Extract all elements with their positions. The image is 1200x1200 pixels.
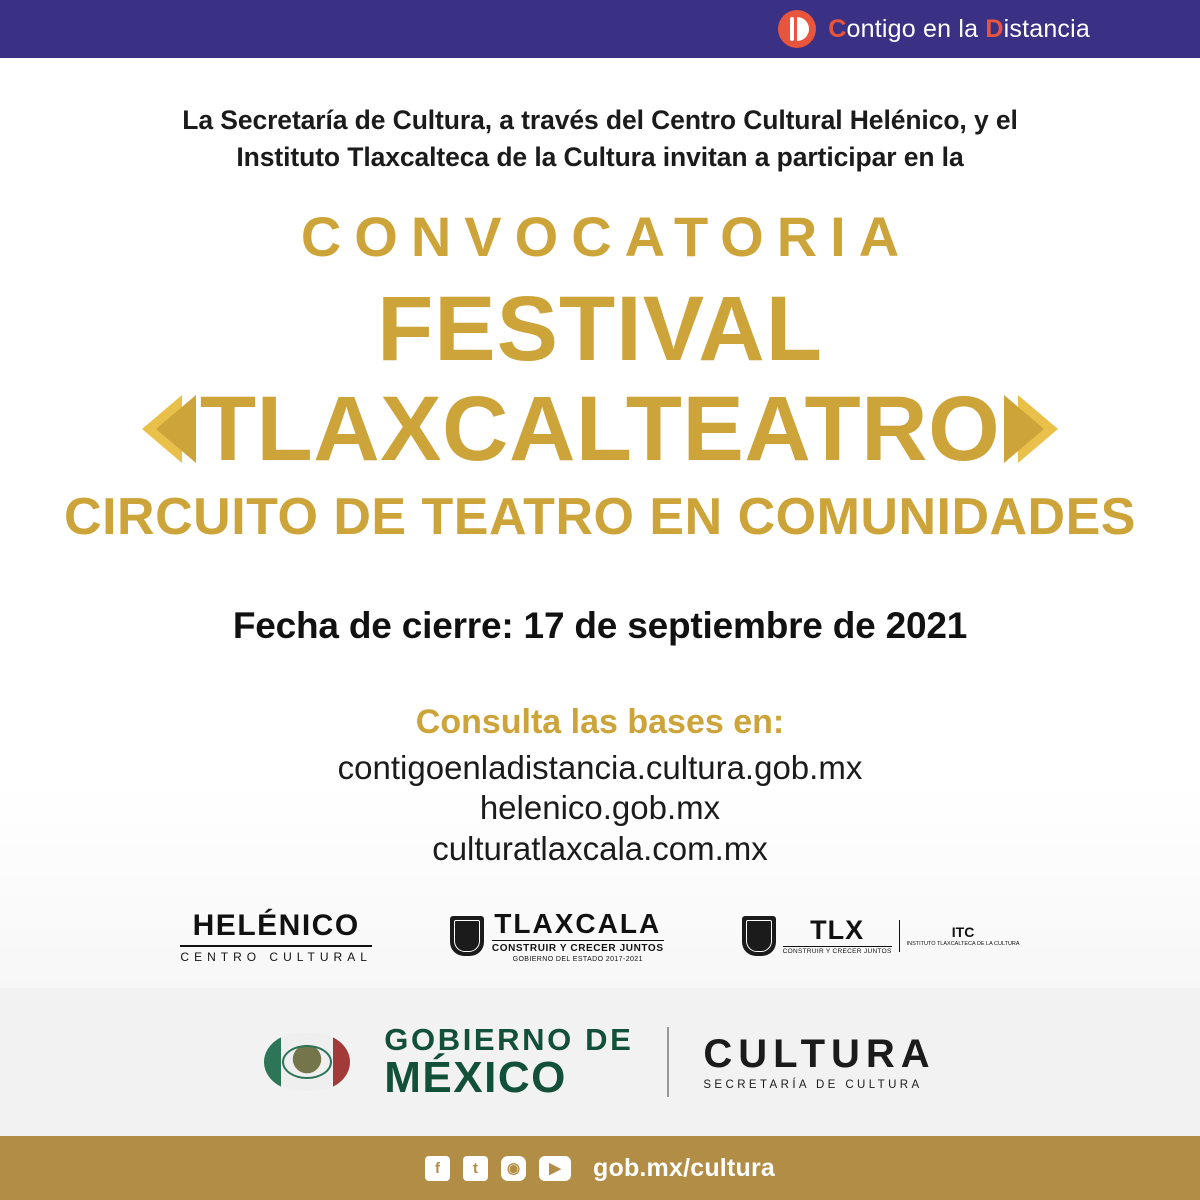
link-helenico[interactable]: helenico.gob.mx bbox=[479, 789, 721, 827]
social-icons bbox=[425, 1156, 571, 1181]
helenico-subtitle: CENTRO CULTURAL bbox=[180, 945, 371, 964]
government-band bbox=[0, 988, 1200, 1136]
itc-name: ITC bbox=[951, 923, 975, 940]
footer-bar bbox=[0, 1136, 1200, 1200]
tlaxcala-logo bbox=[450, 907, 664, 963]
contigo-mark-icon bbox=[778, 10, 816, 48]
contigo-brand-d: D bbox=[985, 14, 1004, 43]
tlx-crest-icon bbox=[742, 916, 776, 956]
cultura-logo bbox=[703, 1033, 935, 1091]
poster-body bbox=[0, 58, 1200, 988]
subtitle-circuito: CIRCUITO DE TEATRO EN COMUNIDADES bbox=[64, 488, 1136, 547]
helenico-name: HELÉNICO bbox=[192, 908, 360, 942]
intro-text bbox=[150, 102, 1050, 175]
kicker-convocatoria: CONVOCATORIA bbox=[300, 205, 913, 269]
intro-line-1: La Secretaría de Cultura, a través del Centro Cultural Helénico, y el bbox=[182, 105, 1018, 135]
arrow-left-icon bbox=[142, 395, 182, 463]
helenico-logo bbox=[180, 909, 371, 964]
itc-divider bbox=[899, 920, 900, 952]
gobierno-line-2: MÉXICO bbox=[384, 1053, 567, 1103]
partner-logos bbox=[0, 909, 1200, 964]
tlaxcala-text-block bbox=[491, 907, 664, 963]
intro-line-2: Instituto Tlaxcalteca de la Cultura invitan a participar en la bbox=[236, 141, 964, 172]
title-festival: FESTIVAL bbox=[377, 278, 823, 381]
arrow-right-icon bbox=[1018, 395, 1058, 463]
government-divider bbox=[667, 1027, 669, 1097]
link-culturatlaxcala[interactable]: culturatlaxcala.com.mx bbox=[432, 829, 768, 867]
deadline-text: Fecha de cierre: 17 de septiembre de 2021 bbox=[232, 605, 968, 647]
tlx-text-block bbox=[783, 917, 892, 955]
footer-url[interactable]: gob.mx/cultura bbox=[593, 1153, 775, 1182]
contigo-en-la-distancia-logo bbox=[778, 10, 1090, 48]
itc-subtitle: INSTITUTO TLAXCALTECA DE LA CULTURA bbox=[906, 940, 1020, 947]
mexican-coat-of-arms-icon bbox=[264, 1033, 350, 1091]
gobierno-de-mexico-logo bbox=[384, 1023, 633, 1101]
cultura-name: CULTURA bbox=[703, 1032, 936, 1076]
instagram-icon[interactable]: ◉ bbox=[501, 1156, 526, 1181]
twitter-icon[interactable]: t bbox=[463, 1156, 488, 1181]
itc-logo bbox=[742, 916, 1020, 956]
gobierno-line-1: GOBIERNO DE bbox=[384, 1021, 634, 1057]
contigo-brand-text-2: istancia bbox=[1003, 14, 1090, 43]
links-list bbox=[0, 748, 1200, 869]
tlaxcala-subtitle: CONSTRUIR Y CRECER JUNTOS bbox=[492, 940, 664, 954]
title-row bbox=[0, 378, 1200, 481]
tlx-name: TLX bbox=[810, 915, 865, 946]
itc-text-block bbox=[907, 925, 1020, 948]
tlaxcala-name: TLAXCALA bbox=[494, 907, 662, 939]
tlx-subtitle: CONSTRUIR Y CRECER JUNTOS bbox=[782, 948, 892, 956]
cultura-subtitle: SECRETARÍA DE CULTURA bbox=[703, 1079, 923, 1091]
contigo-logo-text bbox=[828, 15, 1090, 44]
title-tlaxcalteatro: TLAXCALTEATRO bbox=[199, 378, 1001, 481]
tlaxcala-crest-icon bbox=[450, 916, 484, 956]
facebook-icon[interactable]: f bbox=[425, 1156, 450, 1181]
contigo-brand-c: C bbox=[828, 14, 847, 43]
consult-label: Consulta las bases en: bbox=[415, 703, 785, 742]
link-contigoenladistancia[interactable]: contigoenladistancia.cultura.gob.mx bbox=[337, 749, 863, 787]
tlaxcala-period: GOBIERNO DEL ESTADO 2017-2021 bbox=[512, 955, 643, 963]
youtube-icon[interactable]: ▶ bbox=[539, 1156, 571, 1181]
contigo-brand-text-1: ontigo en la bbox=[846, 14, 986, 43]
top-banner bbox=[0, 0, 1200, 58]
